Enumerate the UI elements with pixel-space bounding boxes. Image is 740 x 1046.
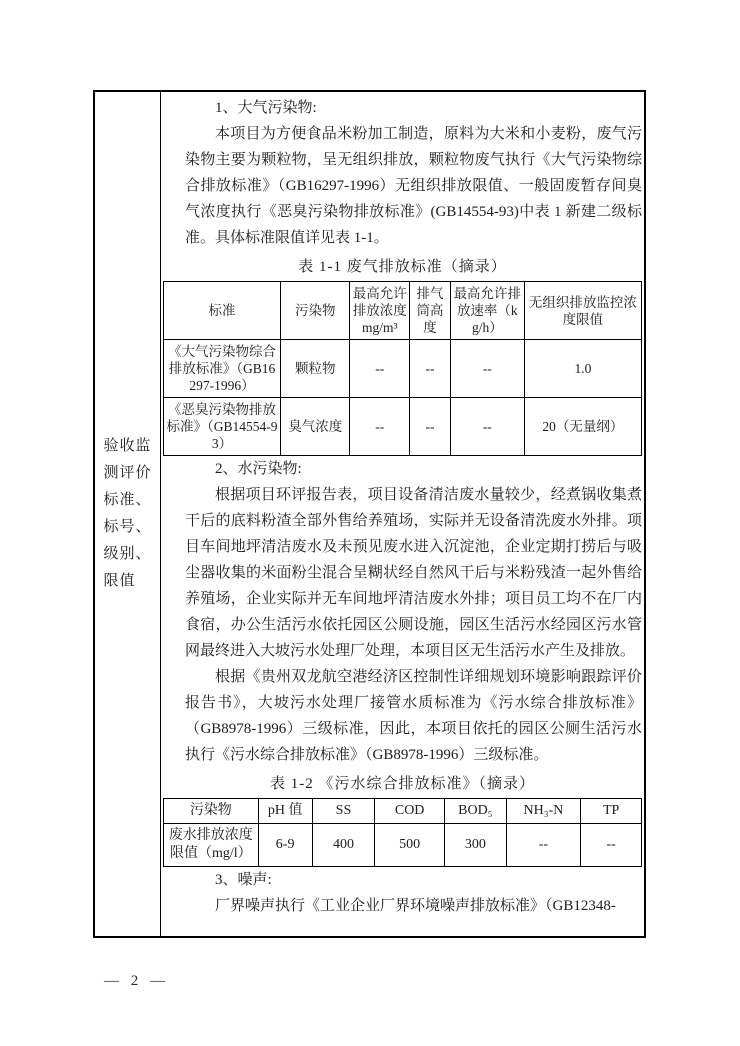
- section-air-heading: 1、大气污染物:: [215, 100, 317, 116]
- row-header-line: 测评价: [103, 465, 152, 481]
- table-cell: --: [350, 340, 410, 398]
- table-cell: 400: [312, 824, 375, 867]
- column-header-cod: COD: [375, 799, 445, 824]
- row-header-line: 限值: [103, 573, 136, 589]
- column-header-nh3n: NH₃-N: [506, 799, 581, 824]
- table-cell: --: [581, 824, 642, 867]
- section-water-heading: 2、水污染物:: [215, 461, 302, 477]
- column-header-stack-height: 排气筒高度: [410, 282, 451, 340]
- wastewater-standards-table: [163, 798, 642, 867]
- table-cell: --: [450, 398, 524, 456]
- report-form-table: [93, 90, 646, 938]
- table-cell: 废水排放浓度限值（mg/l）: [164, 824, 259, 867]
- column-header-fugitive-limit: 无组织排放监控浓度限值: [524, 282, 641, 340]
- column-header-bod5: BOD₅: [445, 799, 507, 824]
- column-header-max-rate: 最高允许排放速率（kg/h）: [450, 282, 524, 340]
- column-header-standard: 标准: [164, 282, 281, 340]
- column-header-pollutant: 污染物: [164, 799, 259, 824]
- row-header-line: 验收监: [103, 438, 152, 454]
- table-cell: 《大气污染物综合排放标准》（GB16297-1996）: [164, 340, 281, 398]
- row-header-line: 标号、: [103, 519, 152, 535]
- column-header-ph: pH 值: [258, 799, 312, 824]
- section-noise-heading: 3、噪声:: [215, 872, 272, 888]
- section-air-paragraph: 本项目为方便食品米粉加工制造，原料为大米和小麦粉，废气污染物主要为颗粒物，呈无组织排放，颗粒物废气执行《大气污染物综合排放标准》（GB16297-1996）无组织排放限值、一般固废暂存间臭气浓度执行《恶臭污染物排放标准》(GB14554-93)中表 1 新建二级标准。具体标准限值详见表 1-1。: [185, 126, 642, 246]
- row-header-line: 标准、: [103, 492, 152, 508]
- section-water-paragraph-2: 根据《贵州双龙航空港经济区控制性详细规划环境影响跟踪评价报告书》，大坡污水处理厂接管水质标准为《污水综合排放标准》（GB8978-1996）三级标准，因此，本项目依托的园区公厕生活污水执行《污水综合排放标准》（GB8978-1996）三级标准。: [185, 669, 642, 763]
- table-waste-gas-caption: 表 1-1 废气排放标准（摘录）: [298, 259, 507, 275]
- table-cell: 颗粒物: [281, 340, 350, 398]
- content-cell: [161, 92, 644, 936]
- table-cell: 300: [445, 824, 507, 867]
- table-cell: 500: [375, 824, 445, 867]
- table-cell: 1.0: [524, 340, 641, 398]
- table-cell: --: [410, 340, 451, 398]
- table-row: [164, 824, 642, 867]
- row-header-line: 级别、: [103, 546, 152, 562]
- section-water-paragraph-1: 根据项目环评报告表，项目设备清洁废水量较少，经煮锅收集煮干后的底料粉渣全部外售给养殖场，实际并无设备清洗废水外排。项目车间地坪清洁废水及未预见废水进入沉淀池，企业定期打捞后与吸尘器收集的米面粉尘混合呈糊状经自然风干后与米粉残渣一起外售给养殖场，企业实际并无车间地坪清洁废水外排；项目员工均不在厂内食宿，办公生活污水依托园区公厕设施，园区生活污水经园区污水管网最终进入大坡污水处理厂处理，本项目区无生活污水产生及排放。: [185, 487, 642, 659]
- column-header-ss: SS: [312, 799, 375, 824]
- section-noise-paragraph: 厂界噪声执行《工业企业厂界环境噪声排放标准》（GB12348-: [215, 898, 616, 914]
- column-header-tp: TP: [581, 799, 642, 824]
- table-cell: --: [506, 824, 581, 867]
- table-header-row: [164, 282, 642, 340]
- table-wastewater-caption: 表 1-2 《污水综合排放标准》（摘录）: [270, 776, 535, 792]
- table-cell: 《恶臭污染物排放标准》（GB14554-93）: [164, 398, 281, 456]
- table-cell: 20（无量纲）: [524, 398, 641, 456]
- table-row: [164, 340, 642, 398]
- table-header-row: [164, 799, 642, 824]
- table-cell: --: [450, 340, 524, 398]
- column-header-max-concentration: 最高允许排放浓度mg/m³: [350, 282, 410, 340]
- row-header-cell: [95, 92, 161, 936]
- table-cell: 臭气浓度: [281, 398, 350, 456]
- column-header-pollutant: 污染物: [281, 282, 350, 340]
- table-cell: 6-9: [258, 824, 312, 867]
- table-cell: --: [350, 398, 410, 456]
- row-header-label: [103, 433, 151, 595]
- table-row: [164, 398, 642, 456]
- waste-gas-standards-table: [163, 281, 642, 456]
- page-number: — 2 —: [104, 973, 169, 989]
- table-cell: --: [410, 398, 451, 456]
